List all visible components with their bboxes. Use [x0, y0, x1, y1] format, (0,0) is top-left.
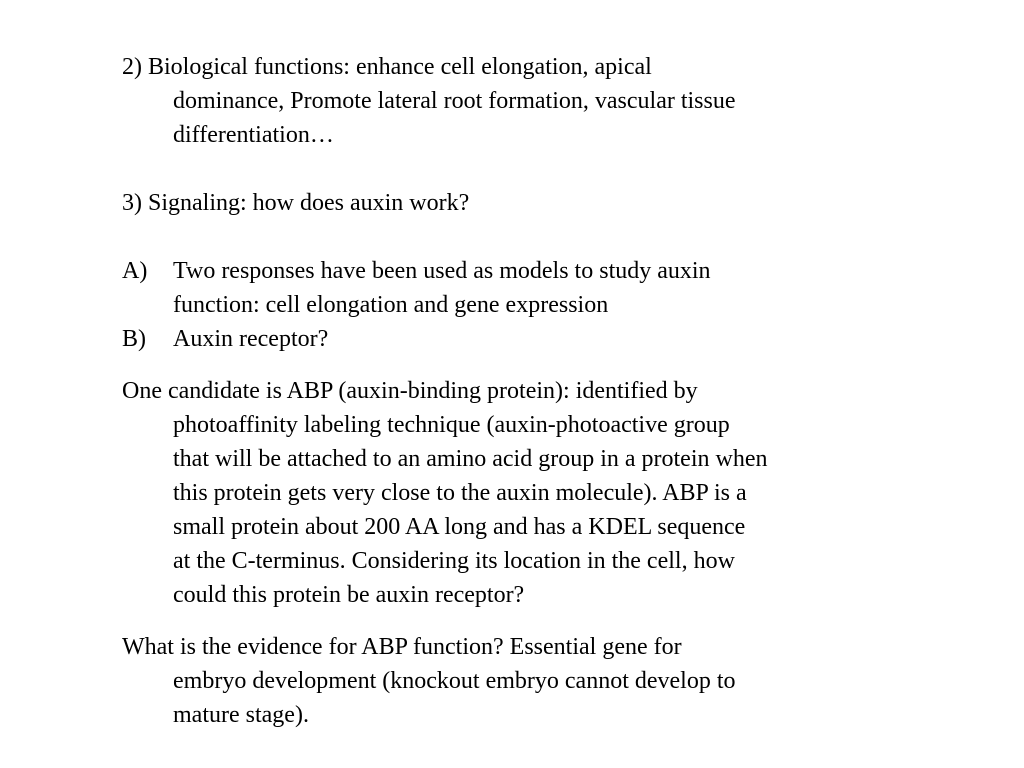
paragraph-line: this protein gets very close to the auxin molecule). ABP is a [173, 480, 747, 506]
list-marker: B) [122, 326, 146, 352]
paragraph-line: What is the evidence for ABP function? Essential gene for [122, 634, 682, 660]
paragraph-line: photoaffinity labeling technique (auxin-photoactive group [173, 412, 730, 438]
paragraph-line: mature stage). [173, 702, 309, 728]
heading-line: 3) Signaling: how does auxin work? [122, 190, 470, 216]
paragraph-line: One candidate is ABP (auxin-binding protein): identified by [122, 378, 698, 404]
abp-candidate-paragraph [122, 374, 767, 612]
list-item-text: function: cell elongation and gene expression [173, 292, 609, 318]
paragraph-line: differentiation… [173, 122, 334, 148]
list-marker: A) [122, 258, 148, 284]
paragraph-line: at the C-terminus. Considering its location in the cell, how [173, 548, 735, 574]
paragraph-line: dominance, Promote lateral root formation, vascular tissue [173, 88, 736, 114]
list-item-a [122, 254, 711, 322]
list-item-b [122, 322, 328, 356]
paragraph-line: embryo development (knockout embryo cannot develop to [173, 668, 736, 694]
signaling-heading [122, 186, 469, 220]
biological-functions-paragraph [122, 50, 736, 152]
paragraph-line: that will be attached to an amino acid group in a protein when [173, 446, 768, 472]
list-item-text: Two responses have been used as models to study auxin [173, 258, 711, 284]
abp-evidence-paragraph [122, 630, 736, 732]
paragraph-line: small protein about 200 AA long and has a KDEL sequence [173, 514, 746, 540]
paragraph-line: 2) Biological functions: enhance cell elongation, apical [122, 54, 652, 80]
list-item-text: Auxin receptor? [173, 326, 329, 352]
paragraph-line: could this protein be auxin receptor? [173, 582, 525, 608]
